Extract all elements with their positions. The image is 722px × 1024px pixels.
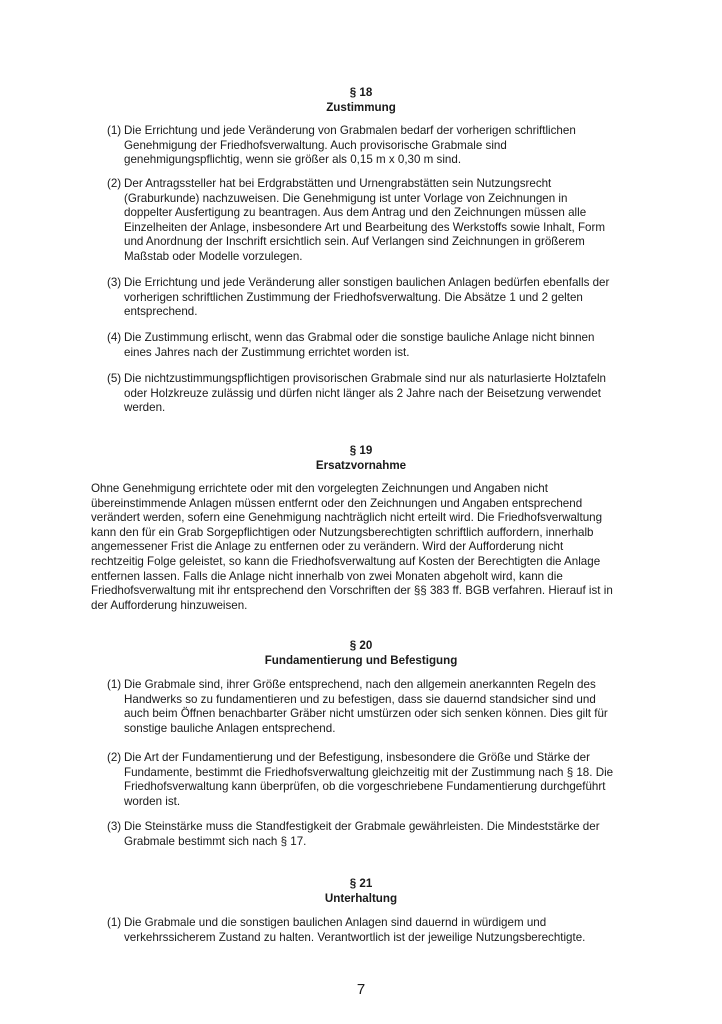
section-20-heading <box>0 639 722 668</box>
text-line: Die Art der Fundamentierung und der Befestigung, insbesondere die Größe und Stärke der <box>124 751 590 764</box>
text-line: Fundamente, bestimmt die Friedhofsverwaltung gleichzeitig mit der Zustimmung nach § 18. Die <box>124 765 614 779</box>
text-line: Die nichtzustimmungspflichtigen provisorischen Grabmale sind nur als naturlasierte Holztafeln <box>124 372 607 385</box>
text-line: Die Grabmale und die sonstigen baulichen Anlagen sind dauernd in würdigem und <box>124 916 547 929</box>
section-18-heading <box>0 86 722 115</box>
item-number: (1) <box>107 678 122 691</box>
text-line: sonstige bauliche Anlagen entsprechend. <box>124 721 336 735</box>
text-line: rechtzeitig Folge geleistet, so kann die Friedhofsverwaltung auf Kosten der Berechtigten die Anlage <box>91 554 601 568</box>
section-title: Ersatzvornahme <box>315 458 407 472</box>
text-line: Handwerks so zu fundamentieren und zu befestigen, dass sie dauernd standsicher sind und <box>124 692 596 706</box>
text-line: Die Errichtung und jede Veränderung aller sonstigen baulichen Anlagen bedürfen ebenfalls der <box>124 276 610 289</box>
section-title: Zustimmung <box>326 100 396 114</box>
section-19-paragraph <box>91 482 671 613</box>
text-line: entsprechend. <box>124 305 198 319</box>
item-number: (2) <box>107 177 122 190</box>
page-number: 7 <box>356 981 366 998</box>
text-line: verändert werden, sofern eine Genehmigung nachträglich nicht erteilt wird. Die Friedhofsverwaltung <box>91 511 603 525</box>
text-line: verkehrssicherem Zustand zu halten. Verantwortlich ist der jeweilige Nutzungsberechtigte. <box>124 930 586 944</box>
text-line: Die Zustimmung erlischt, wenn das Grabmal oder die sonstige bauliche Anlage nicht binnen <box>124 331 595 344</box>
item-number: (4) <box>107 331 122 344</box>
text-line: entfernen lassen. Falls die Anlage nicht innerhalb von zwei Monaten abgeholt wird, kann die <box>91 569 563 583</box>
text-line: (Graburkunde) nachzuweisen. Die Genehmigung ist unter Vorlage von Zeichnungen in <box>124 191 568 205</box>
text-line: doppelter Ausfertigung zu beantragen. Aus dem Antrag und den Zeichnungen müssen alle <box>124 206 587 220</box>
text-line: Die Errichtung und jede Veränderung von Grabmalen bedarf der vorherigen schriftlichen <box>124 124 576 137</box>
section-number: § 21 <box>349 877 373 890</box>
text-line: genehmigungspflichtig, wenn sie größer als 0,15 m x 0,30 m sind. <box>124 153 462 167</box>
item-number: (3) <box>107 820 122 833</box>
section-21-heading <box>0 877 722 906</box>
text-line: worden ist. <box>124 794 181 808</box>
item-number: (1) <box>107 916 122 929</box>
text-line: Die Steinstärke muss die Standfestigkeit der Grabmale gewährleisten. Die Mindeststärke der <box>124 820 600 833</box>
text-line: auch beim Öffnen benachbarter Gräber nicht umstürzen oder sich senken können. Dies gilt für <box>124 707 608 721</box>
text-line: Maßstab oder Modelle vorzulegen. <box>124 249 303 263</box>
item-number: (5) <box>107 372 122 385</box>
section-19-heading <box>0 444 722 473</box>
text-line: kann den für ein Grab Sorgepflichtigen oder Nutzungsberechtigten schriftlich auffordern, innerhalb <box>91 525 594 539</box>
text-line: Der Antragssteller hat bei Erdgrabstätten und Urnengrabstätten sein Nutzungsrecht <box>124 177 552 190</box>
text-line: Friedhofsverwaltung kann überprüfen, ob die vorgeschriebene Fundamentierung durchgeführt <box>124 780 606 794</box>
text-line: Grabmale bestimmt sich nach § 17. <box>124 834 307 848</box>
section-number: § 19 <box>349 444 373 457</box>
text-line: Ohne Genehmigung errichtete oder mit den vorgelegten Zeichnungen und Angaben nicht <box>91 482 548 495</box>
text-line: vorherigen schriftlichen Zustimmung der Friedhofsverwaltung. Die Absätze 1 und 2 gelten <box>124 290 583 304</box>
text-line: Einzelheiten der Anlage, insbesondere Art und Bearbeitung des Werkstoffs sowie Inhalt, Form <box>124 220 605 234</box>
text-line: und Anordnung der Inschrift ersichtlich sein. Auf Verlangen sind Zeichnungen in größerem <box>124 235 585 249</box>
item-number: (2) <box>107 751 122 764</box>
item-number: (3) <box>107 276 122 289</box>
text-line: angemessener Frist die Anlage zu entfernen oder zu verändern. Wird der Aufforderung nicht <box>91 540 564 554</box>
section-number: § 20 <box>349 639 373 652</box>
section-title: Unterhaltung <box>324 891 398 905</box>
section-number: § 18 <box>349 86 373 99</box>
text-line: übereinstimmende Anlagen müssen entfernt oder den Zeichnungen und Angaben entsprechend <box>91 496 583 510</box>
item-number: (1) <box>107 124 122 137</box>
section-title: Fundamentierung und Befestigung <box>264 653 458 667</box>
text-line: der Aufforderung hinzuweisen. <box>91 598 248 612</box>
text-line: eines Jahres nach der Zustimmung errichtet worden ist. <box>124 345 410 359</box>
text-line: Friedhofsverwaltung mit ihr entsprechend den Vorschriften der §§ 383 ff. BGB verfahren. Hierauf ist in <box>91 584 613 598</box>
text-line: oder Holzkreuze zulässig und dürfen nicht länger als 2 Jahre nach der Beisetzung verwendet <box>124 386 601 400</box>
text-line: Genehmigung der Friedhofsverwaltung. Auch provisorische Grabmale sind <box>124 138 507 152</box>
text-line: werden. <box>124 401 166 415</box>
text-line: Die Grabmale sind, ihrer Größe entsprechend, nach den allgemein anerkannten Regeln des <box>124 678 596 691</box>
